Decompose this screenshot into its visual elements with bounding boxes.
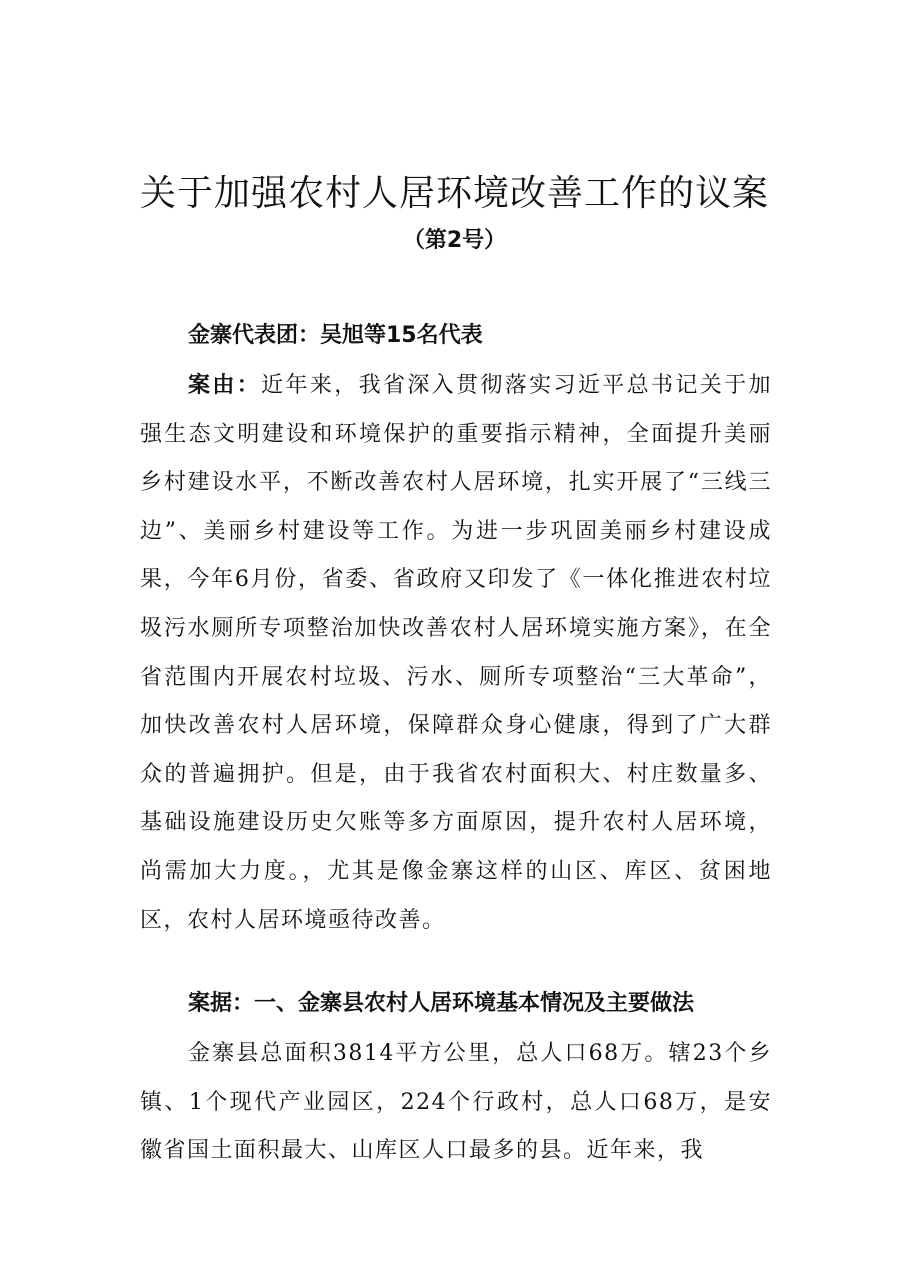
basis-paragraph: 金寨县总面积3814平方公里，总人口68万。辖23个乡镇、1个现代产业园区，224个行政村，总人口68万，是安徽省国土面积最大、山库区人口最多的县。近年来，我: [140, 1041, 772, 1164]
delegation-line: 金寨代表团：吴旭等15名代表: [188, 323, 483, 348]
reason-text: 近年来，我省深入贯彻落实习近平总书记关于加强生态文明建设和环境保护的重要指示精神，全面提升美丽乡村建设水平，不断改善农村人居环境，扎实开展了“三线三边”、美丽乡村建设等工作。为进一步巩固美丽乡村建设成果，今年6月份，省委、省政府又印发了《一体化推进农村垃圾污水厕所专项整治加快改善农村人居环境实施方案》，在全省范围内开展农村垃圾、污水、厕所专项整治“三大革命”，加快改善农村人居环境，保障群众身心健康，得到了广大群众的普遍拥护。但是，由于我省农村面积大、村庄数量多、基础设施建设历史欠账等多方面原因，提升农村人居环境，尚需加大力度。，尤其是像金寨这样的山区、库区、贫困地区，农村人居环境亟待改善。: [140, 373, 772, 933]
document-title: 关于加强农村人居环境改善工作的议案: [139, 173, 769, 214]
reason-label: 案由：: [188, 373, 262, 398]
document-number: （第2号）: [402, 228, 507, 253]
reason-paragraph: [140, 362, 772, 945]
basis-heading: 案据：一、金寨县农村人居环境基本情况及主要做法: [188, 991, 695, 1016]
